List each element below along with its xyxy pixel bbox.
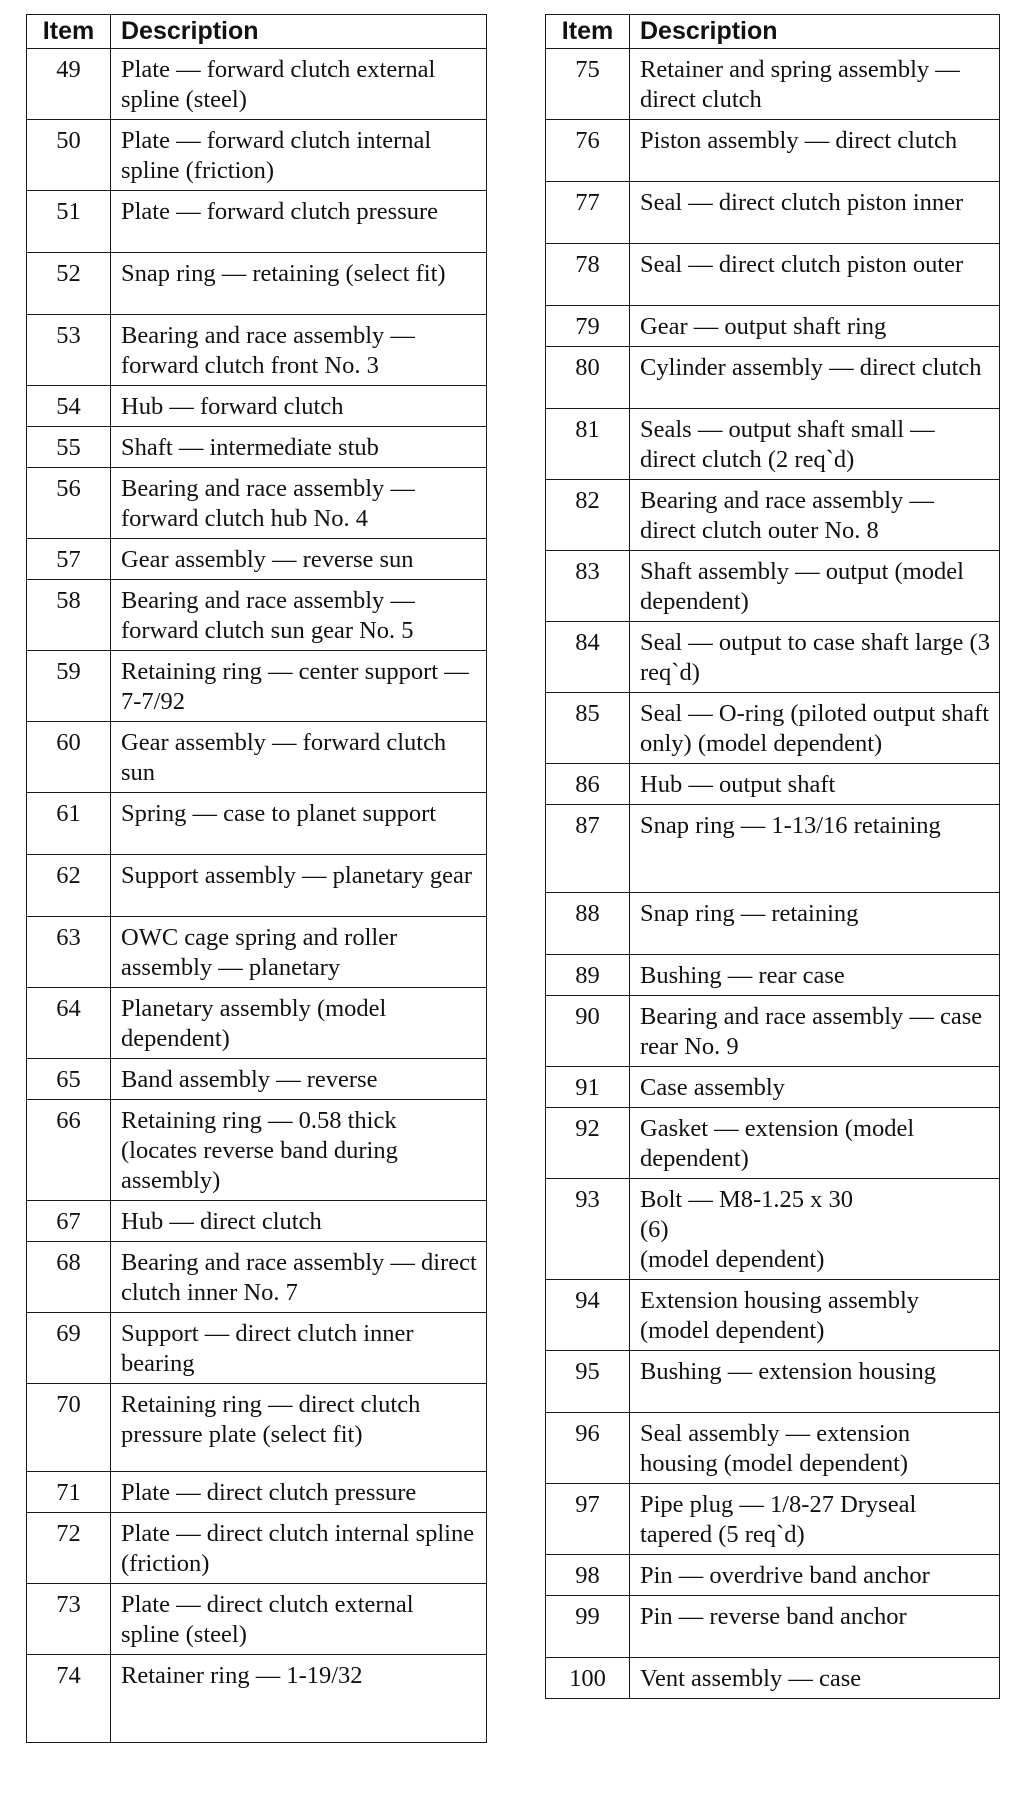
item-number: 90 bbox=[546, 996, 630, 1067]
table-row bbox=[27, 1242, 487, 1313]
description-column-header: Description bbox=[630, 15, 1000, 49]
table-row bbox=[546, 1658, 1000, 1699]
item-description: Support assembly — planetary gear bbox=[111, 855, 487, 917]
table-header-row bbox=[27, 15, 487, 49]
item-description: Case assembly bbox=[630, 1067, 1000, 1108]
parts-table-right bbox=[545, 14, 1000, 1699]
item-description: Retaining ring — center support — 7-7/92 bbox=[111, 651, 487, 722]
table-row bbox=[546, 996, 1000, 1067]
item-description: Bushing — extension housing bbox=[630, 1351, 1000, 1413]
item-number: 89 bbox=[546, 955, 630, 996]
table-row bbox=[546, 693, 1000, 764]
table-row bbox=[546, 182, 1000, 244]
item-description: Gear assembly — reverse sun bbox=[111, 539, 487, 580]
item-number: 64 bbox=[27, 988, 111, 1059]
item-number: 72 bbox=[27, 1513, 111, 1584]
item-number: 87 bbox=[546, 805, 630, 893]
item-number: 95 bbox=[546, 1351, 630, 1413]
item-number: 68 bbox=[27, 1242, 111, 1313]
item-number: 88 bbox=[546, 893, 630, 955]
item-number: 59 bbox=[27, 651, 111, 722]
table-row bbox=[27, 253, 487, 315]
item-number: 65 bbox=[27, 1059, 111, 1100]
table-row bbox=[546, 893, 1000, 955]
item-description: Snap ring — retaining (select fit) bbox=[111, 253, 487, 315]
item-description: Vent assembly — case bbox=[630, 1658, 1000, 1699]
item-number: 100 bbox=[546, 1658, 630, 1699]
item-number: 73 bbox=[27, 1584, 111, 1655]
item-description: Gasket — extension (model dependent) bbox=[630, 1108, 1000, 1179]
item-number: 77 bbox=[546, 182, 630, 244]
item-description: Seals — output shaft small — direct clutch (2 req`d) bbox=[630, 409, 1000, 480]
item-description: Gear assembly — forward clutch sun bbox=[111, 722, 487, 793]
item-number: 74 bbox=[27, 1655, 111, 1743]
item-number: 82 bbox=[546, 480, 630, 551]
table-row bbox=[546, 805, 1000, 893]
table-row bbox=[546, 764, 1000, 805]
item-description: Pin — overdrive band anchor bbox=[630, 1555, 1000, 1596]
item-number: 49 bbox=[27, 49, 111, 120]
item-number: 98 bbox=[546, 1555, 630, 1596]
table-row bbox=[546, 306, 1000, 347]
table-row bbox=[546, 1280, 1000, 1351]
table-row bbox=[546, 1179, 1000, 1280]
table-row bbox=[27, 1384, 487, 1472]
item-column-header: Item bbox=[27, 15, 111, 49]
item-number: 92 bbox=[546, 1108, 630, 1179]
table-row bbox=[27, 120, 487, 191]
item-number: 62 bbox=[27, 855, 111, 917]
table-row bbox=[546, 551, 1000, 622]
item-number: 63 bbox=[27, 917, 111, 988]
item-description: Seal assembly — extension housing (model dependent) bbox=[630, 1413, 1000, 1484]
table-row bbox=[546, 120, 1000, 182]
table-row bbox=[546, 480, 1000, 551]
item-number: 58 bbox=[27, 580, 111, 651]
item-number: 71 bbox=[27, 1472, 111, 1513]
item-number: 85 bbox=[546, 693, 630, 764]
item-description: Support — direct clutch inner bearing bbox=[111, 1313, 487, 1384]
table-row bbox=[27, 1059, 487, 1100]
item-number: 94 bbox=[546, 1280, 630, 1351]
item-description: Plate — direct clutch external spline (steel) bbox=[111, 1584, 487, 1655]
item-number: 80 bbox=[546, 347, 630, 409]
table-row bbox=[546, 244, 1000, 306]
table-row bbox=[27, 651, 487, 722]
item-description: Plate — forward clutch pressure bbox=[111, 191, 487, 253]
table-row bbox=[27, 1472, 487, 1513]
table-row bbox=[27, 1201, 487, 1242]
item-number: 97 bbox=[546, 1484, 630, 1555]
item-description: Cylinder assembly — direct clutch bbox=[630, 347, 1000, 409]
item-number: 70 bbox=[27, 1384, 111, 1472]
table-row bbox=[546, 1555, 1000, 1596]
item-description: Bearing and race assembly — forward clutch hub No. 4 bbox=[111, 468, 487, 539]
item-description: Snap ring — 1-13/16 retaining bbox=[630, 805, 1000, 893]
item-description: Seal — O-ring (piloted output shaft only) (model dependent) bbox=[630, 693, 1000, 764]
item-number: 79 bbox=[546, 306, 630, 347]
item-number: 99 bbox=[546, 1596, 630, 1658]
table-row bbox=[546, 347, 1000, 409]
table-row bbox=[27, 386, 487, 427]
table-row bbox=[27, 793, 487, 855]
item-number: 76 bbox=[546, 120, 630, 182]
item-description: Bushing — rear case bbox=[630, 955, 1000, 996]
item-description: Bearing and race assembly — forward clutch front No. 3 bbox=[111, 315, 487, 386]
item-description: Piston assembly — direct clutch bbox=[630, 120, 1000, 182]
table-row bbox=[27, 427, 487, 468]
table-row bbox=[27, 1655, 487, 1743]
item-number: 50 bbox=[27, 120, 111, 191]
item-number: 55 bbox=[27, 427, 111, 468]
table-row bbox=[27, 580, 487, 651]
item-description: Pin — reverse band anchor bbox=[630, 1596, 1000, 1658]
item-description: Bearing and race assembly — direct clutch outer No. 8 bbox=[630, 480, 1000, 551]
item-description: Pipe plug — 1/8-27 Dryseal tapered (5 req`d) bbox=[630, 1484, 1000, 1555]
item-number: 60 bbox=[27, 722, 111, 793]
item-description: Shaft — intermediate stub bbox=[111, 427, 487, 468]
table-row bbox=[27, 49, 487, 120]
item-description: Gear — output shaft ring bbox=[630, 306, 1000, 347]
item-description: Shaft assembly — output (model dependent) bbox=[630, 551, 1000, 622]
table-row bbox=[546, 955, 1000, 996]
table-row bbox=[27, 315, 487, 386]
table-row bbox=[27, 191, 487, 253]
table-header-row bbox=[546, 15, 1000, 49]
item-number: 57 bbox=[27, 539, 111, 580]
item-column-header: Item bbox=[546, 15, 630, 49]
item-description: Hub — direct clutch bbox=[111, 1201, 487, 1242]
item-number: 52 bbox=[27, 253, 111, 315]
item-description: Plate — direct clutch pressure bbox=[111, 1472, 487, 1513]
item-number: 83 bbox=[546, 551, 630, 622]
item-number: 86 bbox=[546, 764, 630, 805]
table-row bbox=[27, 917, 487, 988]
table-row bbox=[546, 622, 1000, 693]
item-number: 81 bbox=[546, 409, 630, 480]
table-row bbox=[27, 988, 487, 1059]
table-row bbox=[27, 1100, 487, 1201]
item-number: 75 bbox=[546, 49, 630, 120]
table-row bbox=[546, 409, 1000, 480]
table-row bbox=[546, 1596, 1000, 1658]
item-description: Seal — direct clutch piston inner bbox=[630, 182, 1000, 244]
table-row bbox=[27, 855, 487, 917]
table-row bbox=[27, 1584, 487, 1655]
item-description: OWC cage spring and roller assembly — planetary bbox=[111, 917, 487, 988]
table-row bbox=[546, 1484, 1000, 1555]
item-description: Retaining ring — 0.58 thick (locates reverse band during assembly) bbox=[111, 1100, 487, 1201]
item-number: 91 bbox=[546, 1067, 630, 1108]
item-description: Retainer and spring assembly — direct clutch bbox=[630, 49, 1000, 120]
item-number: 66 bbox=[27, 1100, 111, 1201]
item-description: Retainer ring — 1-19/32 bbox=[111, 1655, 487, 1743]
parts-table-left bbox=[26, 14, 487, 1743]
item-number: 54 bbox=[27, 386, 111, 427]
item-description: Band assembly — reverse bbox=[111, 1059, 487, 1100]
description-column-header: Description bbox=[111, 15, 487, 49]
table-row bbox=[546, 1067, 1000, 1108]
item-number: 69 bbox=[27, 1313, 111, 1384]
table-row bbox=[546, 1413, 1000, 1484]
item-description: Planetary assembly (model dependent) bbox=[111, 988, 487, 1059]
table-row bbox=[546, 1108, 1000, 1179]
item-description: Seal — output to case shaft large (3 req`d) bbox=[630, 622, 1000, 693]
item-description: Bearing and race assembly — case rear No. 9 bbox=[630, 996, 1000, 1067]
item-description: Bearing and race assembly — direct clutch inner No. 7 bbox=[111, 1242, 487, 1313]
item-number: 96 bbox=[546, 1413, 630, 1484]
table-row bbox=[27, 1313, 487, 1384]
table-row bbox=[27, 722, 487, 793]
item-number: 67 bbox=[27, 1201, 111, 1242]
table-row bbox=[27, 539, 487, 580]
item-number: 84 bbox=[546, 622, 630, 693]
item-description: Bearing and race assembly — forward clutch sun gear No. 5 bbox=[111, 580, 487, 651]
item-description: Bolt — M8-1.25 x 30 (6) (model dependent) bbox=[630, 1179, 1000, 1280]
item-number: 56 bbox=[27, 468, 111, 539]
item-description: Snap ring — retaining bbox=[630, 893, 1000, 955]
item-description: Plate — direct clutch internal spline (friction) bbox=[111, 1513, 487, 1584]
table-row bbox=[546, 1351, 1000, 1413]
item-number: 61 bbox=[27, 793, 111, 855]
item-description: Seal — direct clutch piston outer bbox=[630, 244, 1000, 306]
item-number: 51 bbox=[27, 191, 111, 253]
item-description: Plate — forward clutch internal spline (friction) bbox=[111, 120, 487, 191]
item-number: 53 bbox=[27, 315, 111, 386]
item-description: Plate — forward clutch external spline (steel) bbox=[111, 49, 487, 120]
item-description: Extension housing assembly (model dependent) bbox=[630, 1280, 1000, 1351]
item-description: Spring — case to planet support bbox=[111, 793, 487, 855]
item-description: Hub — output shaft bbox=[630, 764, 1000, 805]
item-number: 78 bbox=[546, 244, 630, 306]
item-description: Retaining ring — direct clutch pressure plate (select fit) bbox=[111, 1384, 487, 1472]
item-number: 93 bbox=[546, 1179, 630, 1280]
item-description: Hub — forward clutch bbox=[111, 386, 487, 427]
table-row bbox=[27, 1513, 487, 1584]
table-row bbox=[27, 468, 487, 539]
table-row bbox=[546, 49, 1000, 120]
